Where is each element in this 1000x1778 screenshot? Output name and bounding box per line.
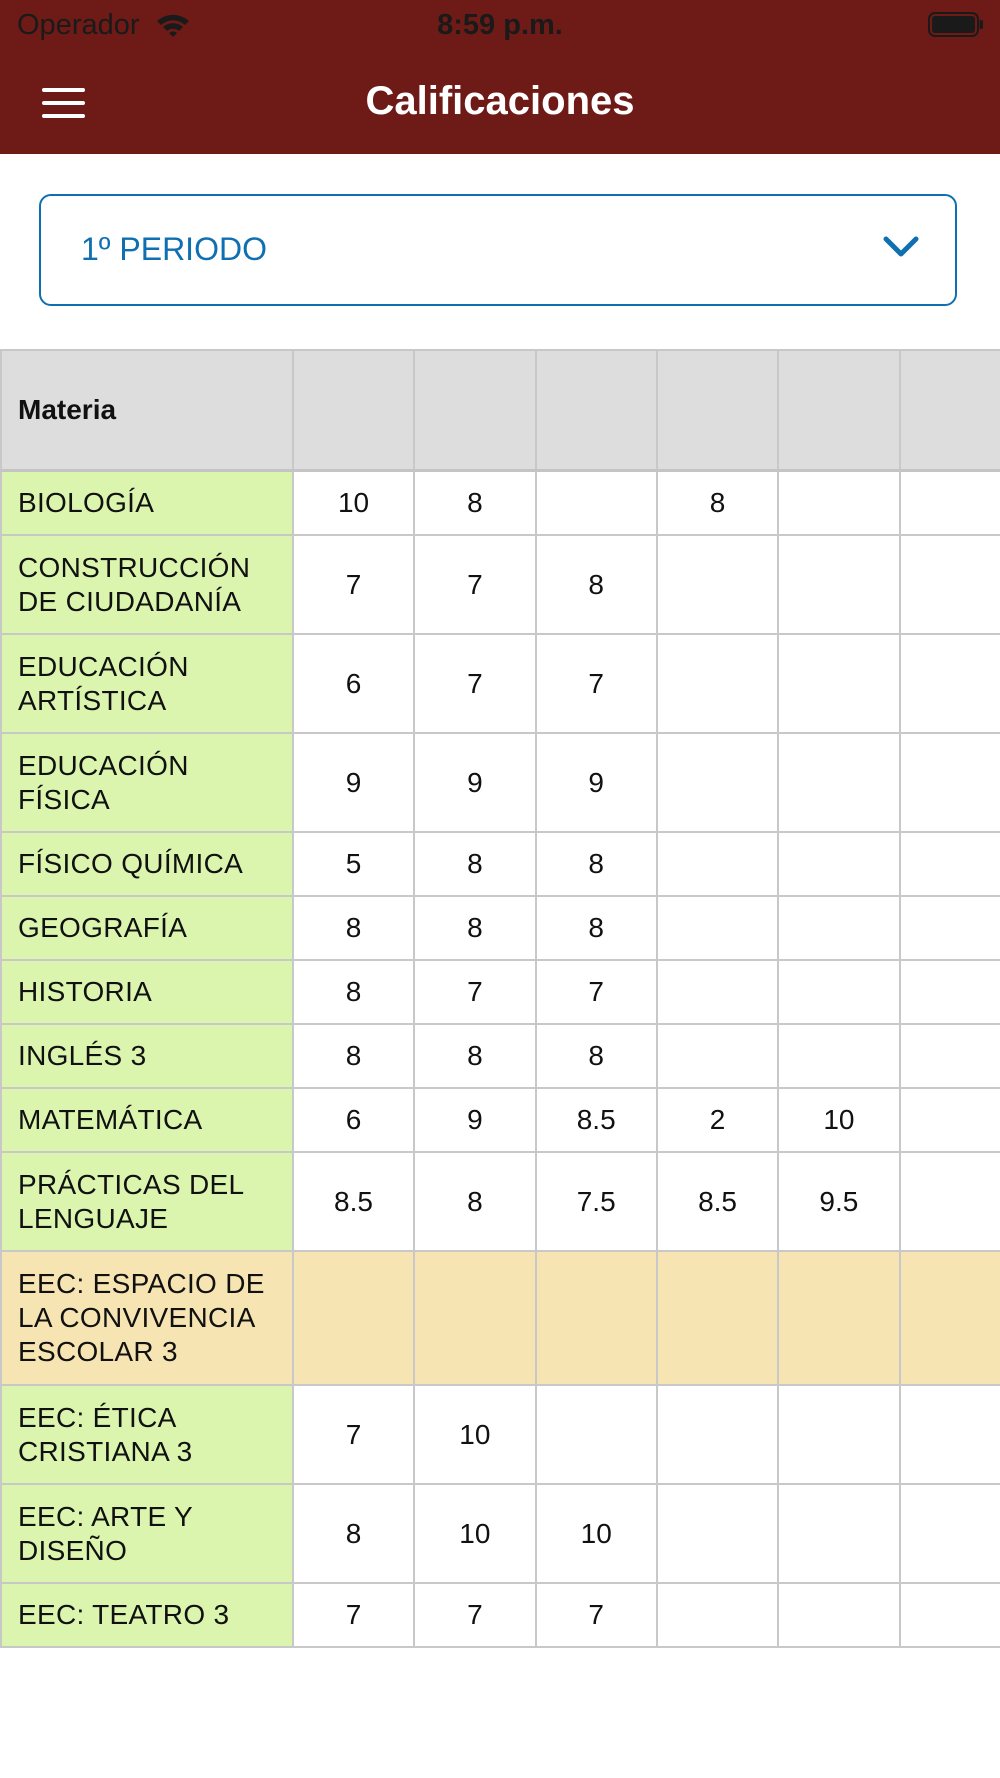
- grade-cell: 7: [414, 535, 535, 634]
- grade-cell: 8: [657, 471, 778, 536]
- grade-cell: [900, 634, 1000, 733]
- grade-cell: [657, 634, 778, 733]
- grade-cell: 10: [778, 1088, 899, 1152]
- grade-cell: 7: [414, 634, 535, 733]
- grade-cell: [778, 832, 899, 896]
- subject-name: PRÁCTICAS DEL LENGUAJE: [1, 1152, 293, 1251]
- table-row: [1, 1385, 1000, 1484]
- grade-cell: [900, 733, 1000, 832]
- grade-cell: 7: [536, 1583, 657, 1647]
- table-row: [1, 471, 1000, 536]
- grade-cell: 6: [293, 634, 414, 733]
- header-grade-2: [414, 350, 535, 471]
- grade-cell: 9: [414, 1088, 535, 1152]
- grade-cell: 8: [414, 1024, 535, 1088]
- grade-cell: [657, 535, 778, 634]
- grade-cell: 8: [536, 832, 657, 896]
- grade-cell: [657, 1251, 778, 1385]
- grade-cell: [900, 535, 1000, 634]
- grade-cell: [778, 471, 899, 536]
- grade-cell: 8: [414, 896, 535, 960]
- grade-cell: [778, 896, 899, 960]
- grade-cell: 10: [414, 1484, 535, 1583]
- grade-cell: [657, 1024, 778, 1088]
- grade-cell: 7: [536, 960, 657, 1024]
- grade-cell: 7.5: [536, 1152, 657, 1251]
- subject-name: INGLÉS 3: [1, 1024, 293, 1088]
- grade-cell: 7: [293, 1385, 414, 1484]
- grade-cell: [657, 960, 778, 1024]
- grade-cell: [778, 634, 899, 733]
- grade-cell: [657, 896, 778, 960]
- grade-cell: 8: [414, 471, 535, 536]
- table-row: [1, 1152, 1000, 1251]
- grade-cell: [657, 1385, 778, 1484]
- grade-cell: 8: [293, 896, 414, 960]
- grade-cell: [778, 535, 899, 634]
- grades-table: [0, 349, 1000, 1648]
- table-row: [1, 896, 1000, 960]
- grade-cell: [900, 1583, 1000, 1647]
- subject-name: CONSTRUCCIÓN DE CIUDADANÍA: [1, 535, 293, 634]
- grade-cell: 2: [657, 1088, 778, 1152]
- grade-cell: 10: [414, 1385, 535, 1484]
- grade-cell: 9.5: [778, 1152, 899, 1251]
- grade-cell: 5: [293, 832, 414, 896]
- grade-cell: [778, 960, 899, 1024]
- grade-cell: 8: [293, 1484, 414, 1583]
- subject-name: EDUCACIÓN ARTÍSTICA: [1, 634, 293, 733]
- table-row: [1, 960, 1000, 1024]
- grade-cell: [778, 1024, 899, 1088]
- subject-name: FÍSICO QUÍMICA: [1, 832, 293, 896]
- grade-cell: [778, 1385, 899, 1484]
- grade-cell: [778, 1484, 899, 1583]
- grade-cell: 8.5: [657, 1152, 778, 1251]
- grade-cell: 9: [293, 733, 414, 832]
- grade-cell: [657, 733, 778, 832]
- grade-cell: 8: [293, 960, 414, 1024]
- chevron-down-icon: [881, 233, 921, 261]
- grade-cell: 8: [536, 535, 657, 634]
- grade-cell: [900, 1024, 1000, 1088]
- grade-cell: 7: [414, 960, 535, 1024]
- period-dropdown[interactable]: [39, 194, 957, 306]
- table-row: [1, 1583, 1000, 1647]
- grade-cell: [900, 832, 1000, 896]
- status-time: 8:59 p.m.: [437, 9, 563, 41]
- subject-name: EDUCACIÓN FÍSICA: [1, 733, 293, 832]
- grade-cell: [900, 1484, 1000, 1583]
- subject-name: EEC: ÉTICA CRISTIANA 3: [1, 1385, 293, 1484]
- grade-cell: [900, 1385, 1000, 1484]
- grade-cell: 8.5: [293, 1152, 414, 1251]
- grade-cell: 10: [293, 471, 414, 536]
- subject-name: HISTORIA: [1, 960, 293, 1024]
- header-grade-5: [778, 350, 899, 471]
- grade-cell: [778, 1251, 899, 1385]
- grade-cell: [536, 471, 657, 536]
- table-row: [1, 1024, 1000, 1088]
- app-header: [0, 0, 1000, 154]
- grade-cell: [657, 832, 778, 896]
- table-row: [1, 1484, 1000, 1583]
- table-row: [1, 1088, 1000, 1152]
- table-row: [1, 634, 1000, 733]
- header-grade-3: [536, 350, 657, 471]
- subject-name: GEOGRAFÍA: [1, 896, 293, 960]
- table-header-row: [1, 350, 1000, 471]
- grade-cell: 8: [293, 1024, 414, 1088]
- grade-cell: [900, 1251, 1000, 1385]
- grade-cell: [778, 733, 899, 832]
- header-materia: Materia: [1, 350, 293, 471]
- grade-cell: 7: [293, 1583, 414, 1647]
- grade-cell: [900, 1152, 1000, 1251]
- header-grade-1: [293, 350, 414, 471]
- table-row: [1, 832, 1000, 896]
- subject-name: EEC: ARTE Y DISEÑO: [1, 1484, 293, 1583]
- grade-cell: [900, 960, 1000, 1024]
- subject-name: EEC: ESPACIO DE LA CONVIVENCIA ESCOLAR 3: [1, 1251, 293, 1385]
- grade-cell: [293, 1251, 414, 1385]
- subject-name: EEC: TEATRO 3: [1, 1583, 293, 1647]
- table-row: [1, 535, 1000, 634]
- header-grade-4: [657, 350, 778, 471]
- grade-cell: 9: [414, 733, 535, 832]
- grade-cell: 7: [293, 535, 414, 634]
- subject-name: MATEMÁTICA: [1, 1088, 293, 1152]
- grade-cell: [778, 1583, 899, 1647]
- grade-cell: [536, 1251, 657, 1385]
- grade-cell: [536, 1385, 657, 1484]
- grade-cell: [900, 896, 1000, 960]
- table-row: [1, 733, 1000, 832]
- grade-cell: [414, 1251, 535, 1385]
- grade-cell: 7: [414, 1583, 535, 1647]
- grade-cell: [657, 1484, 778, 1583]
- grade-cell: 7: [536, 634, 657, 733]
- grade-cell: [657, 1583, 778, 1647]
- page-title: Calificaciones: [365, 79, 635, 123]
- battery-icon: [928, 12, 984, 37]
- grade-cell: 8.5: [536, 1088, 657, 1152]
- grade-cell: 6: [293, 1088, 414, 1152]
- grade-cell: 10: [536, 1484, 657, 1583]
- grades-table-container[interactable]: [0, 349, 1000, 1673]
- subject-name: BIOLOGÍA: [1, 471, 293, 536]
- grade-cell: 8: [536, 1024, 657, 1088]
- table-row-special: [1, 1251, 1000, 1385]
- grade-cell: 8: [536, 896, 657, 960]
- grade-cell: [900, 1088, 1000, 1152]
- header-grade-6: [900, 350, 1000, 471]
- grade-cell: 8: [414, 1152, 535, 1251]
- grade-cell: 9: [536, 733, 657, 832]
- carrier-label: Operador: [17, 9, 140, 41]
- period-selected-value: 1º PERIODO: [81, 231, 267, 267]
- grade-cell: 8: [414, 832, 535, 896]
- grade-cell: [900, 471, 1000, 536]
